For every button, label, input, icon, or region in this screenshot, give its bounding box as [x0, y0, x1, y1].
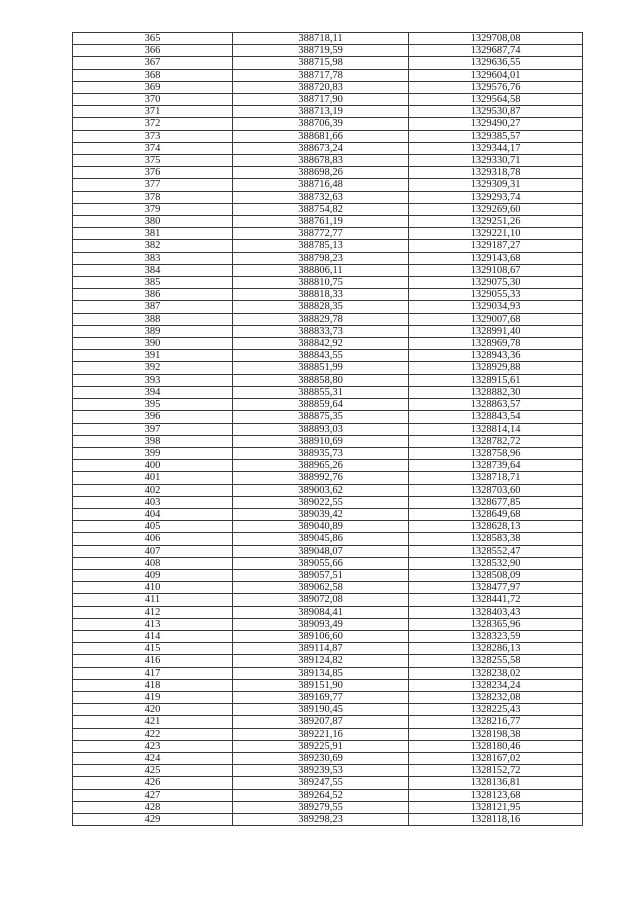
x-coordinate-cell: 388842,92	[233, 338, 409, 350]
table-row	[73, 118, 583, 130]
y-coordinate-cell: 1329309,31	[409, 179, 583, 191]
table-row	[73, 460, 583, 472]
x-coordinate-cell: 389003,62	[233, 484, 409, 496]
y-coordinate-cell: 1328739,64	[409, 460, 583, 472]
x-coordinate-cell: 388715,98	[233, 57, 409, 69]
table-row	[73, 484, 583, 496]
y-coordinate-cell: 1328286,13	[409, 643, 583, 655]
x-coordinate-cell: 389190,45	[233, 704, 409, 716]
x-coordinate-cell: 388855,31	[233, 386, 409, 398]
y-coordinate-cell: 1328232,08	[409, 691, 583, 703]
x-coordinate-cell: 388706,39	[233, 118, 409, 130]
y-coordinate-cell: 1329330,71	[409, 155, 583, 167]
table-row	[73, 216, 583, 228]
point-number-cell: 378	[73, 191, 233, 203]
point-number-cell: 381	[73, 228, 233, 240]
table-row	[73, 569, 583, 581]
table-row	[73, 728, 583, 740]
x-coordinate-cell: 389279,55	[233, 801, 409, 813]
table-row	[73, 277, 583, 289]
point-number-cell: 376	[73, 167, 233, 179]
point-number-cell: 366	[73, 45, 233, 57]
point-number-cell: 421	[73, 716, 233, 728]
table-row	[73, 655, 583, 667]
x-coordinate-cell: 388843,55	[233, 350, 409, 362]
table-row	[73, 386, 583, 398]
table-row	[73, 313, 583, 325]
point-number-cell: 386	[73, 289, 233, 301]
x-coordinate-cell: 388858,80	[233, 374, 409, 386]
table-row	[73, 81, 583, 93]
y-coordinate-cell: 1328238,02	[409, 667, 583, 679]
x-coordinate-cell: 388761,19	[233, 216, 409, 228]
y-coordinate-cell: 1328552,47	[409, 545, 583, 557]
table-row	[73, 606, 583, 618]
point-number-cell: 374	[73, 142, 233, 154]
x-coordinate-cell: 389022,55	[233, 496, 409, 508]
table-row	[73, 106, 583, 118]
x-coordinate-cell: 389264,52	[233, 789, 409, 801]
table-row	[73, 765, 583, 777]
y-coordinate-cell: 1328225,43	[409, 704, 583, 716]
y-coordinate-cell: 1328441,72	[409, 594, 583, 606]
table-row	[73, 777, 583, 789]
table-row	[73, 679, 583, 691]
point-number-cell: 373	[73, 130, 233, 142]
table-row	[73, 435, 583, 447]
y-coordinate-cell: 1329221,10	[409, 228, 583, 240]
table-row	[73, 167, 583, 179]
x-coordinate-cell: 388681,66	[233, 130, 409, 142]
point-number-cell: 397	[73, 423, 233, 435]
point-number-cell: 424	[73, 752, 233, 764]
point-number-cell: 369	[73, 81, 233, 93]
y-coordinate-cell: 1328255,58	[409, 655, 583, 667]
point-number-cell: 370	[73, 94, 233, 106]
point-number-cell: 422	[73, 728, 233, 740]
y-coordinate-cell: 1328703,60	[409, 484, 583, 496]
x-coordinate-cell: 389124,82	[233, 655, 409, 667]
point-number-cell: 393	[73, 374, 233, 386]
x-coordinate-cell: 388910,69	[233, 435, 409, 447]
table-row	[73, 155, 583, 167]
y-coordinate-cell: 1328198,38	[409, 728, 583, 740]
coordinates-table	[72, 32, 583, 826]
x-coordinate-cell: 389045,86	[233, 533, 409, 545]
point-number-cell: 389	[73, 325, 233, 337]
x-coordinate-cell: 388818,33	[233, 289, 409, 301]
table-row	[73, 252, 583, 264]
point-number-cell: 395	[73, 399, 233, 411]
point-number-cell: 418	[73, 679, 233, 691]
x-coordinate-cell: 388754,82	[233, 203, 409, 215]
y-coordinate-cell: 1328508,09	[409, 569, 583, 581]
table-row	[73, 630, 583, 642]
point-number-cell: 428	[73, 801, 233, 813]
point-number-cell: 396	[73, 411, 233, 423]
point-number-cell: 417	[73, 667, 233, 679]
x-coordinate-cell: 389048,07	[233, 545, 409, 557]
x-coordinate-cell: 388698,26	[233, 167, 409, 179]
point-number-cell: 415	[73, 643, 233, 655]
table-row	[73, 472, 583, 484]
y-coordinate-cell: 1328167,02	[409, 752, 583, 764]
x-coordinate-cell: 388935,73	[233, 447, 409, 459]
y-coordinate-cell: 1328969,78	[409, 338, 583, 350]
point-number-cell: 401	[73, 472, 233, 484]
table-row	[73, 704, 583, 716]
point-number-cell: 365	[73, 33, 233, 45]
point-number-cell: 409	[73, 569, 233, 581]
table-row	[73, 594, 583, 606]
point-number-cell: 372	[73, 118, 233, 130]
point-number-cell: 382	[73, 240, 233, 252]
point-number-cell: 425	[73, 765, 233, 777]
point-number-cell: 368	[73, 69, 233, 81]
point-number-cell: 411	[73, 594, 233, 606]
y-coordinate-cell: 1328863,57	[409, 399, 583, 411]
x-coordinate-cell: 388719,59	[233, 45, 409, 57]
x-coordinate-cell: 388893,03	[233, 423, 409, 435]
x-coordinate-cell: 388673,24	[233, 142, 409, 154]
x-coordinate-cell: 388810,75	[233, 277, 409, 289]
y-coordinate-cell: 1329604,01	[409, 69, 583, 81]
table-row	[73, 142, 583, 154]
y-coordinate-cell: 1329687,74	[409, 45, 583, 57]
x-coordinate-cell: 388713,19	[233, 106, 409, 118]
point-number-cell: 394	[73, 386, 233, 398]
x-coordinate-cell: 389062,58	[233, 582, 409, 594]
point-number-cell: 414	[73, 630, 233, 642]
x-coordinate-cell: 388717,78	[233, 69, 409, 81]
x-coordinate-cell: 388720,83	[233, 81, 409, 93]
point-number-cell: 408	[73, 557, 233, 569]
point-number-cell: 371	[73, 106, 233, 118]
y-coordinate-cell: 1329251,26	[409, 216, 583, 228]
point-number-cell: 385	[73, 277, 233, 289]
x-coordinate-cell: 389039,42	[233, 508, 409, 520]
y-coordinate-cell: 1329344,17	[409, 142, 583, 154]
x-coordinate-cell: 389247,55	[233, 777, 409, 789]
table-row	[73, 130, 583, 142]
x-coordinate-cell: 389221,16	[233, 728, 409, 740]
y-coordinate-cell: 1328121,95	[409, 801, 583, 813]
y-coordinate-cell: 1329318,78	[409, 167, 583, 179]
point-number-cell: 367	[73, 57, 233, 69]
y-coordinate-cell: 1328180,46	[409, 740, 583, 752]
x-coordinate-cell: 389151,90	[233, 679, 409, 691]
y-coordinate-cell: 1329075,30	[409, 277, 583, 289]
x-coordinate-cell: 389134,85	[233, 667, 409, 679]
table-row	[73, 94, 583, 106]
y-coordinate-cell: 1329269,60	[409, 203, 583, 215]
table-row	[73, 667, 583, 679]
y-coordinate-cell: 1329034,93	[409, 301, 583, 313]
y-coordinate-cell: 1328583,38	[409, 533, 583, 545]
y-coordinate-cell: 1328991,40	[409, 325, 583, 337]
table-row	[73, 447, 583, 459]
table-row	[73, 533, 583, 545]
table-row	[73, 57, 583, 69]
x-coordinate-cell: 389040,89	[233, 521, 409, 533]
y-coordinate-cell: 1328843,54	[409, 411, 583, 423]
table-row	[73, 521, 583, 533]
y-coordinate-cell: 1329564,58	[409, 94, 583, 106]
x-coordinate-cell: 389230,69	[233, 752, 409, 764]
y-coordinate-cell: 1328216,77	[409, 716, 583, 728]
y-coordinate-cell: 1328782,72	[409, 435, 583, 447]
point-number-cell: 390	[73, 338, 233, 350]
point-number-cell: 429	[73, 814, 233, 826]
x-coordinate-cell: 389298,23	[233, 814, 409, 826]
x-coordinate-cell: 388828,35	[233, 301, 409, 313]
table-row	[73, 752, 583, 764]
x-coordinate-cell: 388875,35	[233, 411, 409, 423]
table-row	[73, 716, 583, 728]
table-row	[73, 191, 583, 203]
x-coordinate-cell: 389169,77	[233, 691, 409, 703]
x-coordinate-cell: 388772,77	[233, 228, 409, 240]
point-number-cell: 426	[73, 777, 233, 789]
y-coordinate-cell: 1329490,27	[409, 118, 583, 130]
table-row	[73, 789, 583, 801]
x-coordinate-cell: 389084,41	[233, 606, 409, 618]
x-coordinate-cell: 388806,11	[233, 264, 409, 276]
table-row	[73, 45, 583, 57]
x-coordinate-cell: 388717,90	[233, 94, 409, 106]
y-coordinate-cell: 1329055,33	[409, 289, 583, 301]
point-number-cell: 377	[73, 179, 233, 191]
x-coordinate-cell: 388992,76	[233, 472, 409, 484]
point-number-cell: 412	[73, 606, 233, 618]
y-coordinate-cell: 1328365,96	[409, 618, 583, 630]
point-number-cell: 398	[73, 435, 233, 447]
table-row	[73, 289, 583, 301]
table-row	[73, 814, 583, 826]
x-coordinate-cell: 388829,78	[233, 313, 409, 325]
x-coordinate-cell: 389106,60	[233, 630, 409, 642]
y-coordinate-cell: 1328136,81	[409, 777, 583, 789]
y-coordinate-cell: 1328123,68	[409, 789, 583, 801]
y-coordinate-cell: 1328677,85	[409, 496, 583, 508]
point-number-cell: 391	[73, 350, 233, 362]
y-coordinate-cell: 1329187,27	[409, 240, 583, 252]
table-row	[73, 362, 583, 374]
y-coordinate-cell: 1329143,68	[409, 252, 583, 264]
table-row	[73, 423, 583, 435]
x-coordinate-cell: 389114,87	[233, 643, 409, 655]
y-coordinate-cell: 1328477,97	[409, 582, 583, 594]
point-number-cell: 407	[73, 545, 233, 557]
y-coordinate-cell: 1329385,57	[409, 130, 583, 142]
point-number-cell: 402	[73, 484, 233, 496]
point-number-cell: 427	[73, 789, 233, 801]
x-coordinate-cell: 388785,13	[233, 240, 409, 252]
x-coordinate-cell: 389207,87	[233, 716, 409, 728]
point-number-cell: 384	[73, 264, 233, 276]
table-row	[73, 374, 583, 386]
y-coordinate-cell: 1329293,74	[409, 191, 583, 203]
point-number-cell: 419	[73, 691, 233, 703]
table-row	[73, 618, 583, 630]
x-coordinate-cell: 388678,83	[233, 155, 409, 167]
point-number-cell: 379	[73, 203, 233, 215]
x-coordinate-cell: 388833,73	[233, 325, 409, 337]
point-number-cell: 423	[73, 740, 233, 752]
y-coordinate-cell: 1328649,68	[409, 508, 583, 520]
point-number-cell: 388	[73, 313, 233, 325]
y-coordinate-cell: 1328943,36	[409, 350, 583, 362]
table-row	[73, 350, 583, 362]
y-coordinate-cell: 1328628,13	[409, 521, 583, 533]
table-row	[73, 338, 583, 350]
y-coordinate-cell: 1328718,71	[409, 472, 583, 484]
table-row	[73, 740, 583, 752]
x-coordinate-cell: 389072,08	[233, 594, 409, 606]
table-row	[73, 508, 583, 520]
x-coordinate-cell: 389239,53	[233, 765, 409, 777]
point-number-cell: 400	[73, 460, 233, 472]
point-number-cell: 403	[73, 496, 233, 508]
y-coordinate-cell: 1328929,88	[409, 362, 583, 374]
y-coordinate-cell: 1329576,76	[409, 81, 583, 93]
table-row	[73, 691, 583, 703]
point-number-cell: 420	[73, 704, 233, 716]
x-coordinate-cell: 388859,64	[233, 399, 409, 411]
y-coordinate-cell: 1328532,90	[409, 557, 583, 569]
table-row	[73, 325, 583, 337]
table-row	[73, 582, 583, 594]
table-row	[73, 240, 583, 252]
y-coordinate-cell: 1328118,16	[409, 814, 583, 826]
x-coordinate-cell: 389055,66	[233, 557, 409, 569]
x-coordinate-cell: 389225,91	[233, 740, 409, 752]
y-coordinate-cell: 1328758,96	[409, 447, 583, 459]
table-row	[73, 399, 583, 411]
y-coordinate-cell: 1329636,55	[409, 57, 583, 69]
y-coordinate-cell: 1329007,68	[409, 313, 583, 325]
x-coordinate-cell: 388718,11	[233, 33, 409, 45]
y-coordinate-cell: 1328323,59	[409, 630, 583, 642]
point-number-cell: 387	[73, 301, 233, 313]
table-row	[73, 643, 583, 655]
y-coordinate-cell: 1329108,67	[409, 264, 583, 276]
point-number-cell: 405	[73, 521, 233, 533]
table-row	[73, 496, 583, 508]
table-row	[73, 33, 583, 45]
point-number-cell: 406	[73, 533, 233, 545]
point-number-cell: 375	[73, 155, 233, 167]
point-number-cell: 404	[73, 508, 233, 520]
table-row	[73, 801, 583, 813]
y-coordinate-cell: 1328915,61	[409, 374, 583, 386]
x-coordinate-cell: 388732,63	[233, 191, 409, 203]
point-number-cell: 416	[73, 655, 233, 667]
y-coordinate-cell: 1328882,30	[409, 386, 583, 398]
y-coordinate-cell: 1328234,24	[409, 679, 583, 691]
table-row	[73, 411, 583, 423]
table-row	[73, 301, 583, 313]
point-number-cell: 399	[73, 447, 233, 459]
y-coordinate-cell: 1329708,08	[409, 33, 583, 45]
table-row	[73, 545, 583, 557]
table-row	[73, 228, 583, 240]
table-row	[73, 264, 583, 276]
y-coordinate-cell: 1328152,72	[409, 765, 583, 777]
point-number-cell: 413	[73, 618, 233, 630]
x-coordinate-cell: 389093,49	[233, 618, 409, 630]
point-number-cell: 392	[73, 362, 233, 374]
point-number-cell: 380	[73, 216, 233, 228]
table-row	[73, 203, 583, 215]
table-row	[73, 557, 583, 569]
x-coordinate-cell: 389057,51	[233, 569, 409, 581]
y-coordinate-cell: 1329530,87	[409, 106, 583, 118]
table-row	[73, 69, 583, 81]
x-coordinate-cell: 388965,26	[233, 460, 409, 472]
x-coordinate-cell: 388798,23	[233, 252, 409, 264]
point-number-cell: 410	[73, 582, 233, 594]
x-coordinate-cell: 388851,99	[233, 362, 409, 374]
y-coordinate-cell: 1328403,43	[409, 606, 583, 618]
point-number-cell: 383	[73, 252, 233, 264]
table-row	[73, 179, 583, 191]
coordinates-table-body	[73, 33, 583, 826]
x-coordinate-cell: 388716,48	[233, 179, 409, 191]
y-coordinate-cell: 1328814,14	[409, 423, 583, 435]
